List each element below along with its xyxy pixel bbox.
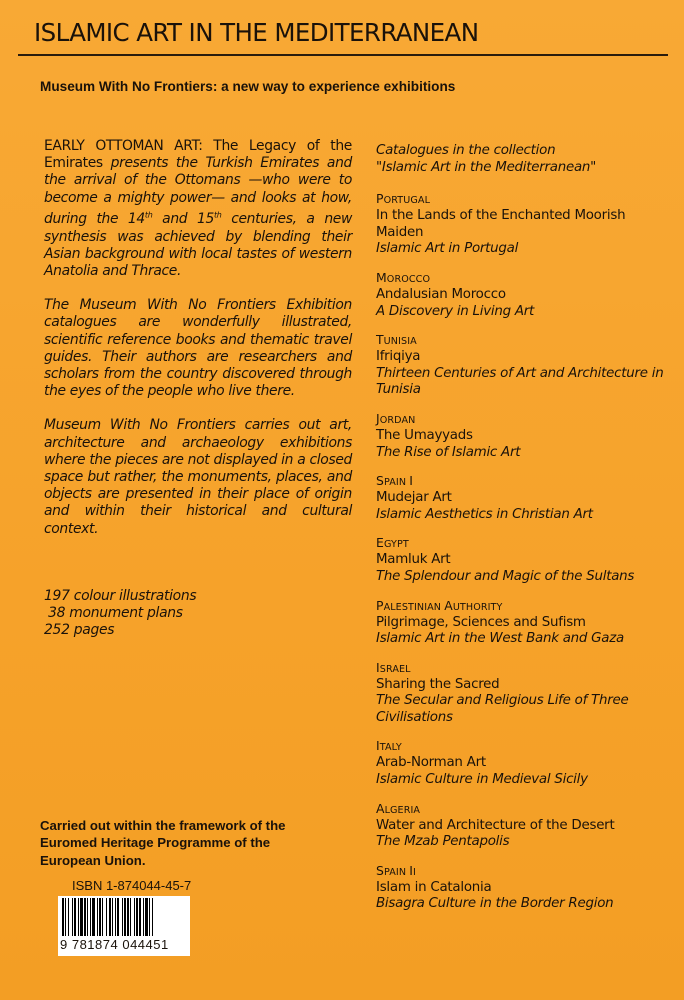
entry-country: EGYPT	[376, 535, 409, 551]
barcode-bar	[84, 898, 86, 936]
series-title: ISLAMIC ART IN THE MEDITERRANEAN	[34, 18, 479, 47]
framework-statement: Carried out within the framework of the Euromed Heritage Programme of the European Union.	[40, 818, 286, 868]
catalogue-entry	[376, 661, 672, 727]
barcode-bars	[62, 898, 186, 936]
entry-subtitle: Islamic Art in the West Bank and Gaza	[376, 631, 624, 647]
barcode-bar	[72, 898, 73, 936]
entry-subtitle: Islamic Art in Portugal	[376, 241, 519, 257]
entry-title: Andalusian Morocco	[376, 286, 506, 302]
description-paragraph-1	[44, 138, 352, 280]
barcode-bar	[99, 898, 101, 936]
description-paragraph-2: The Museum With No Frontiers Exhibition catalogues are wonderfully illustrated, scientific reference books and thematic travel guides. Their authors are researchers and scholars from the country discovered through the eyes of the people who live there.	[44, 297, 352, 400]
entry-title: Ifriqiya	[376, 349, 421, 365]
entry-subtitle: A Discovery in Living Art	[376, 303, 535, 319]
entry-country: ITALY	[376, 738, 402, 754]
entry-subtitle: The Splendour and Magic of the Sultans	[376, 568, 635, 584]
catalogue-entry	[376, 333, 672, 399]
entry-subtitle: Bisagra Culture in the Border Region	[376, 896, 614, 912]
barcode-bar	[149, 898, 150, 936]
catalogue-entry	[376, 599, 672, 648]
description-paragraph-3: Museum With No Frontiers carries out art, architecture and archaeology exhibitions where the pieces are not displayed in a closed space but rather, the monuments, places, and objects are presented in their place of origin and within their historical and cultural context.	[44, 417, 352, 537]
book-title-lead: EARLY OTTOMAN ART: The Legacy of the Emirates	[44, 138, 352, 172]
barcode-bar	[145, 898, 148, 936]
barcode-bar	[122, 898, 123, 936]
entry-subtitle: The Mzab Pentapolis	[376, 834, 510, 850]
entry-country: JORDAN	[376, 410, 416, 426]
stat-pages: 252 pages	[44, 621, 115, 638]
entry-subtitle: Islamic Culture in Medieval Sicily	[376, 772, 588, 788]
barcode-bar	[109, 898, 111, 936]
entry-title: Mudejar Art	[376, 490, 452, 506]
barcode-bar	[136, 898, 138, 936]
catalogue-entry	[376, 412, 672, 461]
entry-subtitle: The Rise of Islamic Art	[376, 444, 521, 460]
entry-country: ISRAEL	[376, 659, 411, 675]
catalogue-list	[376, 143, 672, 926]
barcode-bar	[68, 898, 69, 936]
entry-country: TUNISIA	[376, 332, 417, 348]
barcode-bar	[65, 898, 66, 936]
barcode-bar	[112, 898, 113, 936]
entry-subtitle: Islamic Aesthetics in Christian Art	[376, 506, 593, 522]
description-column	[44, 138, 352, 555]
barcode-bar	[97, 898, 98, 936]
barcode-bar	[62, 898, 64, 936]
catalogue-entry	[376, 474, 672, 523]
catalogue-entry	[376, 739, 672, 788]
entry-title: Islam in Catalonia	[376, 879, 492, 895]
barcode-bar	[143, 898, 144, 936]
barcode-bar	[134, 898, 135, 936]
entry-country: PALESTINIAN AUTHORITY	[376, 597, 503, 613]
barcode-bar	[80, 898, 83, 936]
barcode-bar	[90, 898, 91, 936]
series-subtitle: Museum With No Frontiers: a new way to experience exhibitions	[40, 79, 456, 94]
entry-country: PORTUGAL	[376, 191, 431, 207]
catalogue-entry	[376, 192, 672, 258]
catalogue-entry	[376, 536, 672, 585]
catalogue-entries	[376, 192, 672, 913]
entry-subtitle: Thirteen Centuries of Art and Architecture in Tunisia	[376, 365, 664, 398]
entry-subtitle: The Secular and Religious Life of Three Civilisations	[376, 693, 629, 725]
entry-country: SPAIN II	[376, 862, 416, 878]
barcode-bar	[115, 898, 116, 936]
barcode-bar	[152, 898, 153, 936]
catalogue-intro: Catalogues in the collection "Islamic Art in the Mediterranean"	[376, 143, 597, 175]
entry-title: In the Lands of the Enchanted Moorish Maiden	[376, 208, 626, 240]
entry-title: Water and Architecture of the Desert	[376, 817, 615, 833]
entry-title: Mamluk Art	[376, 552, 451, 568]
entry-country: SPAIN I	[376, 473, 414, 489]
entry-title: Arab-Norman Art	[376, 755, 486, 771]
barcode-bar	[92, 898, 95, 936]
barcode-bar	[74, 898, 76, 936]
description-text: presents the Turkish Emirates and the arrival of the Ottomans —who were to become a mighty power— and looks at how, during the 14th and 15th centuries, a new synthesis was achieved by blending their Asian background with local tastes of western Anatolia and Thrace.	[44, 155, 352, 280]
entry-country: MOROCCO	[376, 269, 431, 285]
entry-title: The Umayyads	[376, 427, 473, 443]
entry-country: ALGERIA	[376, 800, 421, 816]
catalogue-entry	[376, 271, 672, 320]
barcode-bar	[127, 898, 129, 936]
barcode-number: 9 781874 044451	[60, 937, 169, 952]
barcode-bar	[124, 898, 126, 936]
stat-plans: 38 monument plans	[44, 604, 183, 621]
catalogue-entry	[376, 864, 672, 913]
barcode-bar	[130, 898, 131, 936]
barcode-bar	[102, 898, 103, 936]
stat-illustrations: 197 colour illustrations	[44, 588, 197, 604]
entry-title: Sharing the Sacred	[376, 676, 500, 692]
catalogue-entry	[376, 802, 672, 851]
barcode-bar	[117, 898, 119, 936]
entry-title: Pilgrimage, Sciences and Sufism	[376, 614, 586, 630]
barcode-bar	[139, 898, 141, 936]
book-stats	[44, 588, 244, 638]
barcode-bar	[106, 898, 107, 936]
barcode-bar	[87, 898, 88, 936]
barcode-bar	[78, 898, 79, 936]
isbn-label: ISBN 1-874044-45-7	[72, 878, 192, 893]
